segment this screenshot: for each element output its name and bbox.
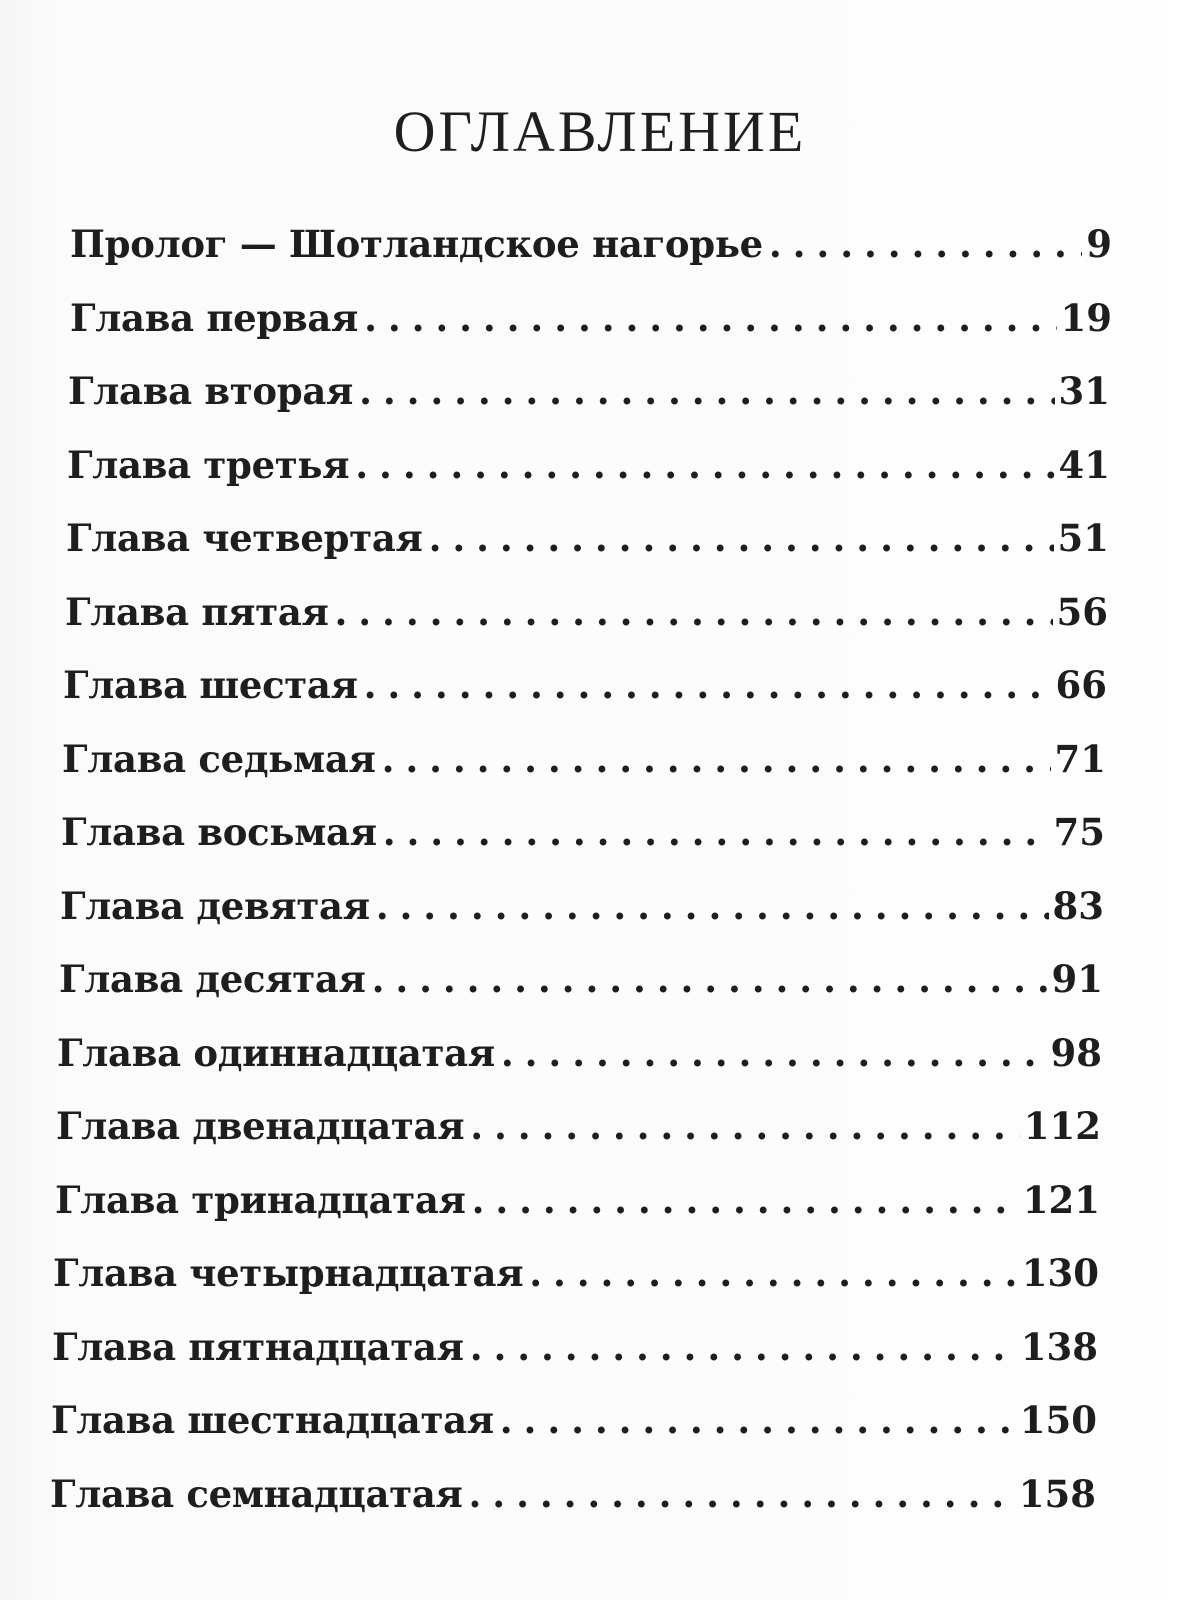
toc-entry (0, 1031, 1102, 1105)
toc-dot-leader (382, 737, 1051, 783)
toc-dot-leader (383, 810, 1050, 856)
toc-entry-page-number: 9 (1086, 222, 1112, 266)
toc-entry-page-number: 75 (1053, 810, 1105, 854)
toc-entry (0, 1178, 1100, 1252)
table-of-contents (0, 222, 1200, 1545)
toc-entry-page-number: 56 (1056, 589, 1108, 634)
toc-dot-leader (429, 516, 1054, 562)
toc-entry-page-number: 83 (1052, 883, 1104, 928)
toc-entry-label: Глава семнадцатая (50, 1471, 463, 1516)
toc-entry (0, 1472, 1096, 1546)
toc-entry-page-number: 19 (1060, 295, 1112, 340)
toc-entry-page-number: 130 (1021, 1251, 1099, 1295)
toc-entry-label: Глава шестая (63, 663, 358, 707)
toc-dot-leader (469, 1472, 1015, 1518)
page-title: ОГЛАВЛЕНИЕ (393, 99, 807, 164)
toc-entry-page-number: 150 (1019, 1398, 1097, 1442)
toc-entry-label: Глава седьмая (62, 736, 376, 781)
toc-entry (0, 1325, 1098, 1399)
toc-entry-label: Глава пятнадцатая (52, 1324, 464, 1369)
toc-dot-leader (335, 590, 1053, 636)
toc-entry-page-number: 98 (1050, 1030, 1102, 1075)
toc-entry-label: Глава первая (70, 295, 359, 340)
toc-entry (0, 443, 1110, 517)
toc-entry-label: Глава четвертая (66, 516, 423, 560)
toc-entry (0, 663, 1107, 737)
toc-entry-label: Глава одиннадцатая (57, 1030, 495, 1075)
toc-entry-label: Глава девятая (60, 883, 370, 928)
toc-dot-leader (529, 1251, 1018, 1297)
toc-entry-label: Глава пятая (65, 589, 329, 634)
toc-entry (0, 1398, 1097, 1472)
toc-entry-page-number: 41 (1058, 442, 1110, 487)
toc-entry-page-number: 158 (1018, 1471, 1096, 1516)
toc-entry-page-number: 112 (1023, 1104, 1101, 1148)
toc-dot-leader (470, 1104, 1020, 1150)
toc-entry (0, 516, 1109, 590)
toc-entry (0, 590, 1108, 664)
toc-entry-page-number: 31 (1058, 369, 1110, 413)
toc-entry-page-number: 51 (1057, 516, 1109, 560)
toc-dot-leader (501, 1031, 1047, 1077)
toc-entry-page-number: 121 (1022, 1177, 1100, 1222)
toc-entry-page-number: 66 (1055, 663, 1107, 707)
toc-entry (0, 810, 1105, 884)
toc-entry-label: Глава тринадцатая (55, 1177, 466, 1222)
toc-entry (0, 296, 1112, 370)
toc-entry (0, 1251, 1099, 1325)
toc-entry-label: Глава десятая (59, 957, 366, 1001)
toc-entry-page-number: 71 (1054, 736, 1106, 781)
toc-entry-label: Глава шестнадцатая (51, 1398, 494, 1442)
toc-entry (0, 884, 1104, 958)
toc-dot-leader (470, 1325, 1017, 1371)
toc-entry-label: Пролог — Шотландское нагорье (70, 222, 763, 266)
toc-dot-leader (364, 663, 1052, 709)
toc-entry-page-number: 91 (1051, 957, 1103, 1001)
toc-entry (0, 222, 1112, 296)
toc-dot-leader (359, 369, 1054, 415)
toc-entry (0, 957, 1103, 1031)
toc-entry-page-number: 138 (1020, 1324, 1098, 1369)
toc-entry-label: Глава двенадцатая (56, 1104, 465, 1148)
toc-entry (0, 1104, 1101, 1178)
toc-entry (0, 369, 1110, 443)
toc-entry-label: Глава третья (67, 442, 350, 487)
toc-dot-leader (472, 1178, 1019, 1224)
toc-dot-leader (355, 443, 1054, 489)
toc-entry-label: Глава вторая (68, 369, 354, 413)
toc-entry-label: Глава восьмая (61, 810, 377, 854)
toc-dot-leader (364, 296, 1056, 342)
toc-entry-label: Глава четырнадцатая (53, 1251, 524, 1295)
toc-dot-leader (376, 884, 1049, 930)
toc-entry (0, 737, 1106, 811)
toc-dot-leader (372, 957, 1048, 1003)
toc-dot-leader (769, 222, 1082, 268)
toc-dot-leader (500, 1398, 1016, 1444)
